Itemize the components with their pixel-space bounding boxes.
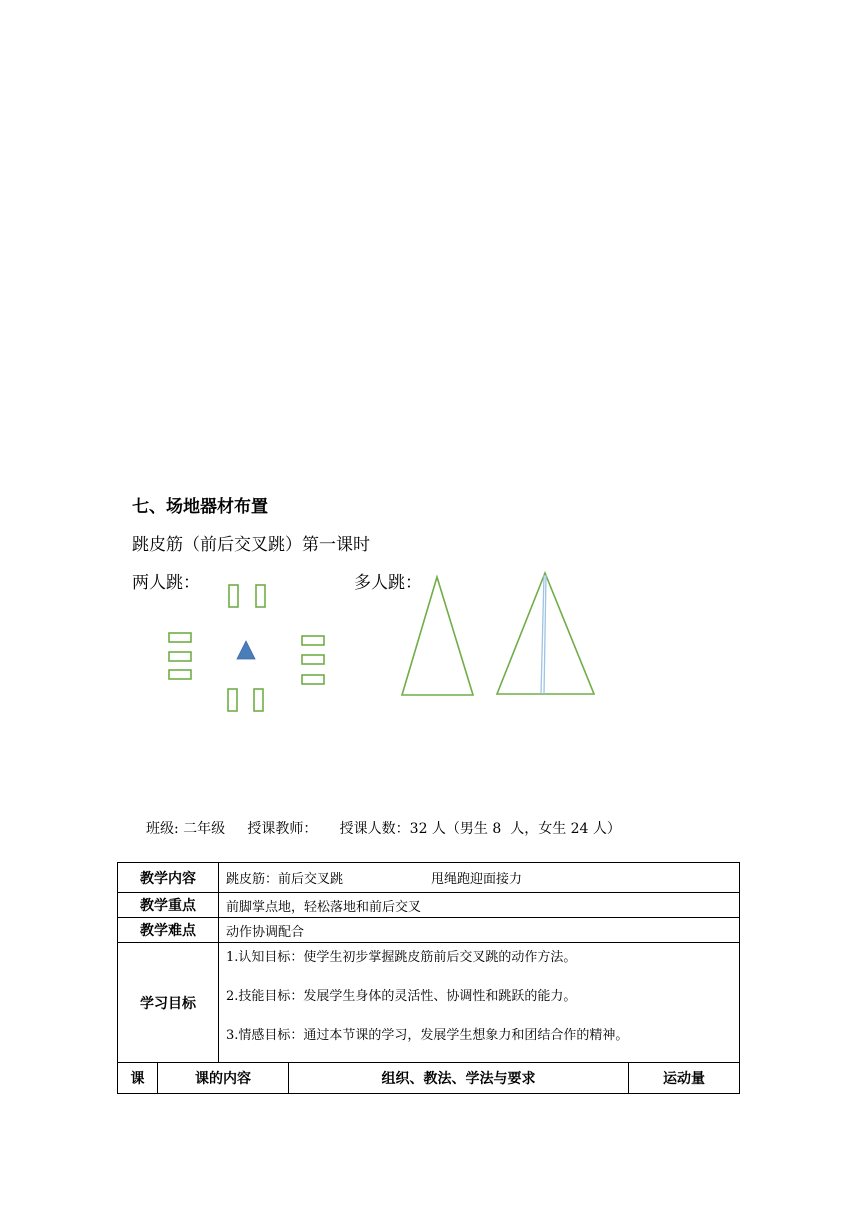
class-info-line: 班级: 二年级 授课教师： 授课人数：32 人（男生 8 人，女生 24 人） (146, 821, 621, 837)
equipment-rect-right-2 (302, 655, 324, 664)
teaching-content-label: 教学内容 (118, 863, 219, 893)
multi-person-label: 多人跳： (354, 573, 422, 593)
teaching-key-value: 前脚掌点地，轻松落地和前后交叉 (219, 893, 740, 918)
column-header-organization: 组织、教法、学法与要求 (289, 1063, 629, 1094)
goal-emotional: 3.情感目标：通过本节课的学习，发展学生想象力和团结合作的精神。 (226, 1028, 629, 1043)
equipment-rect-left-1 (169, 633, 191, 642)
rope-triangle-left (402, 577, 473, 695)
equipment-rect-top-right (256, 585, 265, 607)
learning-goals-value (219, 943, 740, 1063)
column-header-exercise-load: 运动量 (629, 1063, 740, 1094)
section-subtitle: 跳皮筋（前后交叉跳）第一课时 (132, 535, 370, 555)
teaching-content-value (219, 863, 740, 893)
teacher-triangle-marker (237, 641, 255, 659)
goal-cognitive: 1.认知目标：使学生初步掌握跳皮筋前后交叉跳的动作方法。 (226, 950, 577, 965)
equipment-rect-left-3 (169, 670, 191, 679)
content-item-1: 跳皮筋：前后交叉跳 (226, 872, 344, 887)
equipment-rect-right-3 (302, 675, 324, 684)
equipment-rect-left-2 (169, 652, 191, 661)
teaching-difficulty-value: 动作协调配合 (219, 918, 740, 943)
equipment-layout-diagram (0, 560, 860, 720)
two-person-label: 两人跳： (132, 573, 200, 593)
equipment-rect-bottom-right (254, 689, 263, 711)
equipment-rect-top-left (229, 585, 238, 607)
equipment-rect-bottom-left (228, 689, 237, 711)
section-heading: 七、场地器材布置 (132, 497, 268, 517)
rope-center-line-2 (544, 575, 546, 694)
content-item-2: 甩绳跑迎面接力 (431, 872, 523, 887)
goal-skill: 2.技能目标：发展学生身体的灵活性、协调性和跳跃的能力。 (226, 989, 577, 1004)
rope-center-line-1 (541, 575, 544, 694)
teaching-difficulty-label: 教学难点 (118, 918, 219, 943)
teaching-key-label: 教学重点 (118, 893, 219, 918)
column-header-lesson: 课 (118, 1063, 158, 1094)
learning-goals-label: 学习目标 (118, 943, 219, 1063)
lesson-plan-table (117, 862, 740, 1094)
equipment-rect-right-1 (302, 636, 324, 645)
column-header-content: 课的内容 (158, 1063, 289, 1094)
